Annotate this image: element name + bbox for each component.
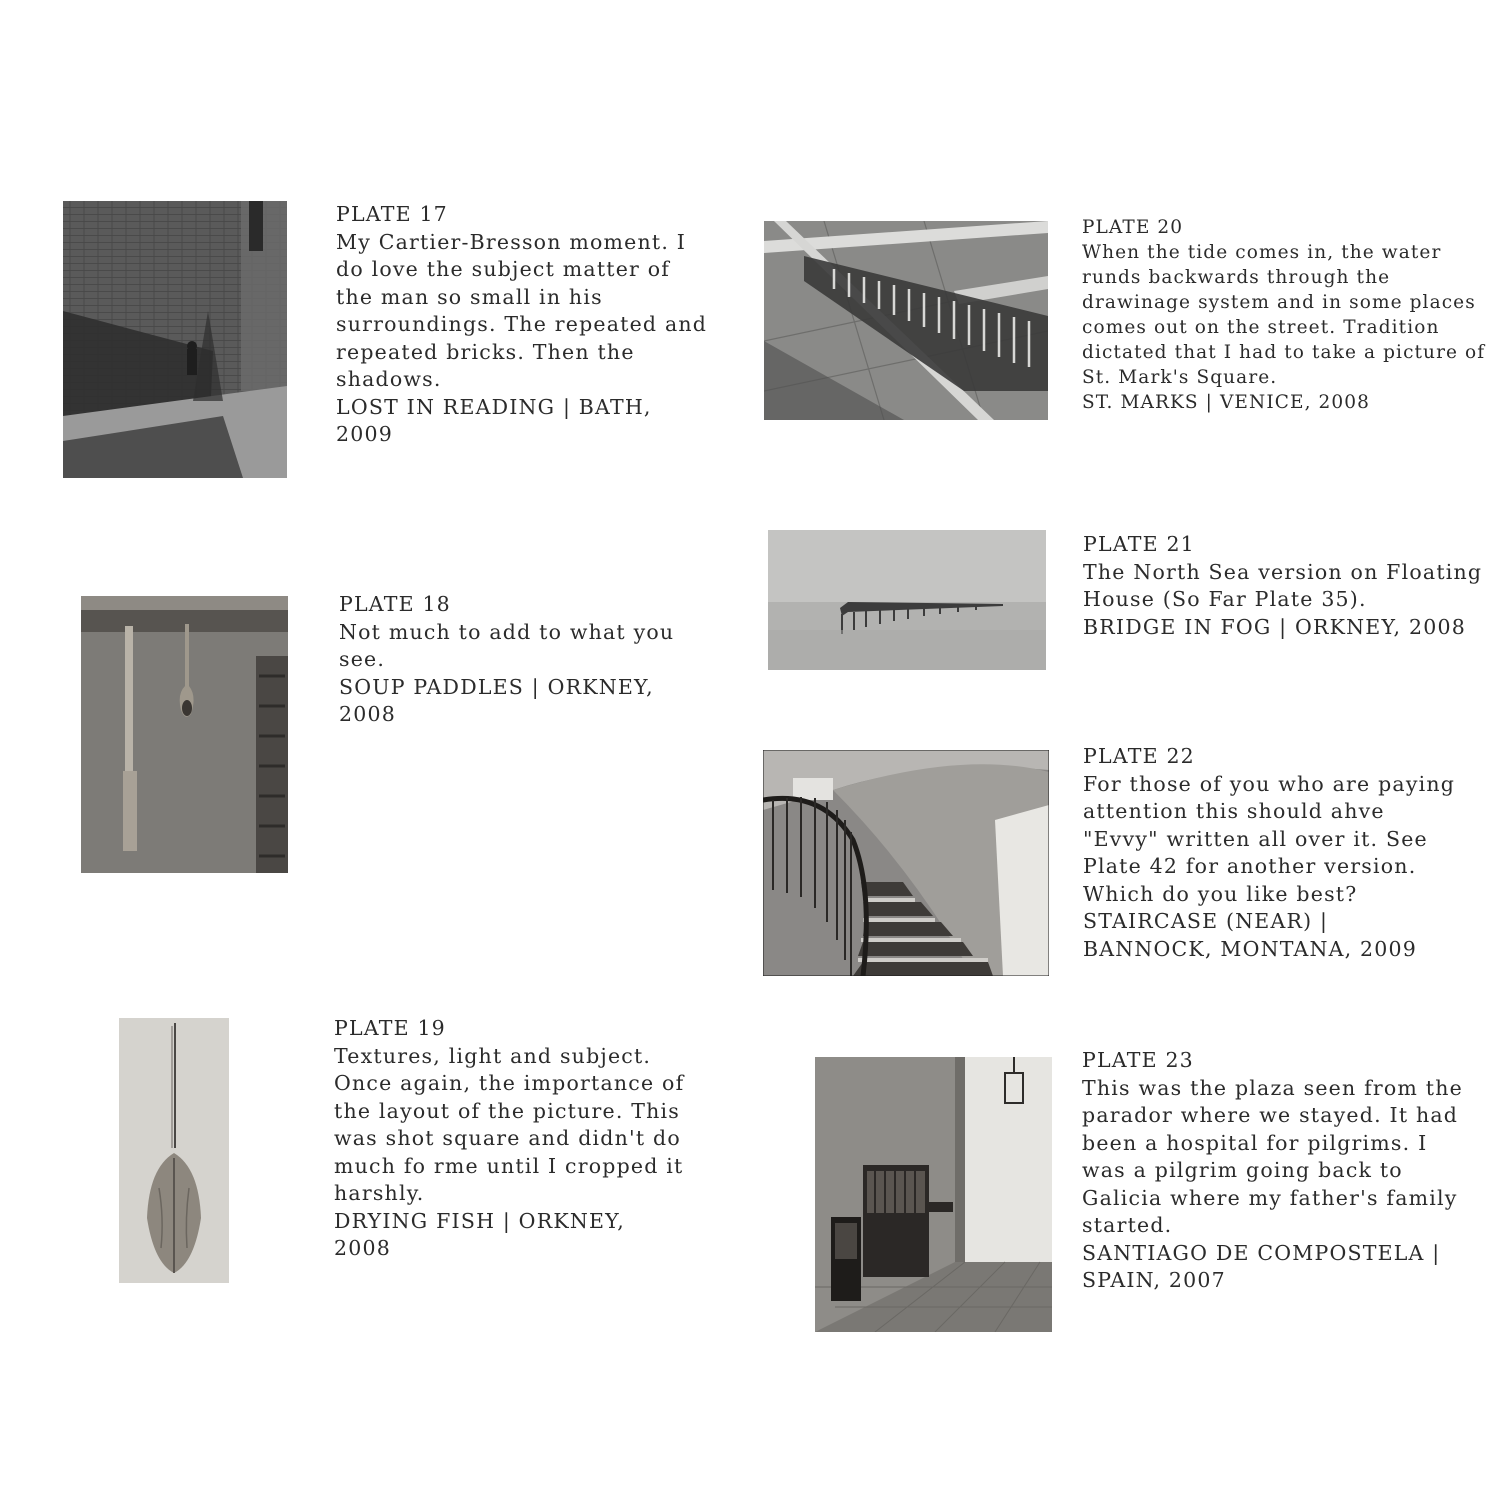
- plate-description: This was the plaza seen from the parador where we stayed. It had been a hospital for pilgrims. I was a pilgrim going back to Galicia where my father's family started.: [1082, 1075, 1463, 1237]
- plate-21-text: [1083, 531, 1483, 641]
- plate-20-text: [1082, 215, 1492, 415]
- plate-description: My Cartier-Bresson moment. I do love the subject matter of the man so small in his surroundings. The repeated and repeated bricks. Then the shadows.: [336, 229, 708, 391]
- plate-title: PLATE 18: [339, 592, 451, 616]
- flooded-st-marks-square-reflection-photo: [764, 221, 1048, 420]
- plate-title: PLATE 22: [1083, 744, 1195, 768]
- plate-caption: SOUP PADDLES | ORKNEY, 2008: [339, 674, 654, 726]
- plate-18-text: [339, 591, 689, 729]
- man-reading-by-brick-wall-photo: [63, 201, 287, 478]
- plate-description: Not much to add to what you see.: [339, 619, 675, 671]
- plate-title: PLATE 17: [336, 202, 448, 226]
- plate-23-text: [1082, 1047, 1472, 1295]
- plate-description: Textures, light and subject. Once again, the importance of the layout of the picture. This was shot square and didn't do much fo rme until I cropped it harshly.: [334, 1043, 685, 1205]
- parador-hallway-bench-photo: [815, 1057, 1052, 1332]
- plate-caption: DRYING FISH | ORKNEY, 2008: [334, 1208, 625, 1260]
- plate-caption: LOST IN READING | BATH, 2009: [336, 394, 652, 446]
- hanging-drying-fish-photo: [119, 1018, 229, 1283]
- plate-17-text: [336, 201, 711, 449]
- plate-caption: BRIDGE IN FOG | ORKNEY, 2008: [1083, 614, 1466, 639]
- pier-in-fog-photo: [768, 530, 1046, 670]
- plate-description: The North Sea version on Floating House (So Far Plate 35).: [1083, 559, 1483, 611]
- plate-title: PLATE 20: [1082, 217, 1184, 238]
- plate-caption: ST. MARKS | VENICE, 2008: [1082, 392, 1371, 413]
- plate-title: PLATE 19: [334, 1016, 446, 1040]
- soup-paddles-on-wall-photo: [81, 596, 288, 873]
- plate-22-text: [1083, 743, 1463, 963]
- plate-19-text: [334, 1015, 689, 1263]
- curved-staircase-photo: [763, 750, 1049, 976]
- plate-title: PLATE 21: [1083, 532, 1195, 556]
- plate-description: For those of you who are paying attention this should ahve "Evvy" written all over it. See Plate 42 for another version. Which do you like best?: [1083, 771, 1456, 906]
- plate-caption: SANTIAGO DE COMPOSTELA | SPAIN, 2007: [1082, 1240, 1441, 1292]
- plate-description: When the tide comes in, the water runds backwards through the drawinage system and in some places comes out on the street. Tradition dictated that I had to take a picture of St. Mark's Square.: [1082, 242, 1486, 388]
- plate-caption: STAIRCASE (NEAR) | BANNOCK, MONTANA, 2009: [1083, 909, 1418, 961]
- plate-title: PLATE 23: [1082, 1048, 1194, 1072]
